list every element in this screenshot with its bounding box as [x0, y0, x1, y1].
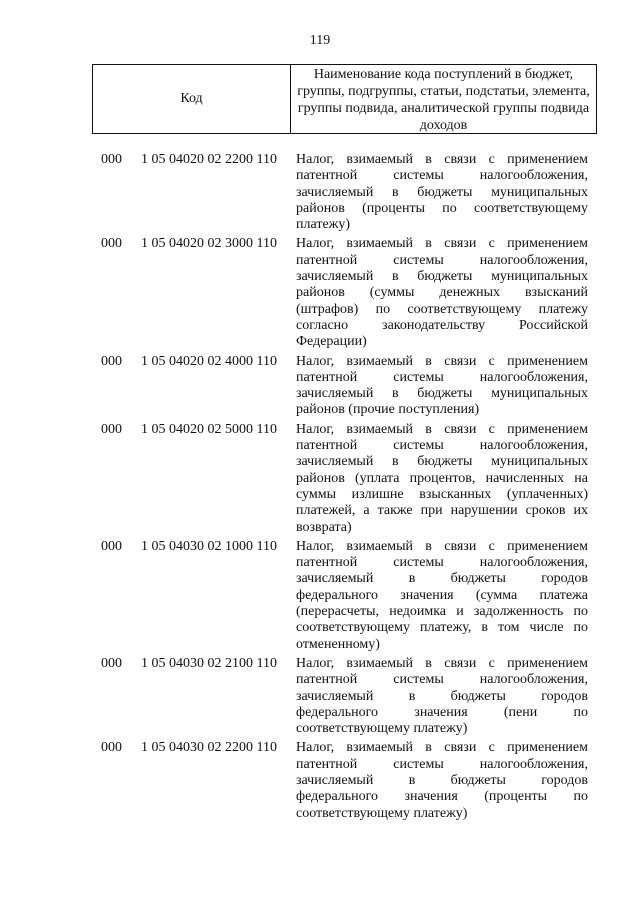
description-line: районов (уплата процентов, начисленных на	[296, 470, 588, 486]
row-prefix: 000	[101, 152, 122, 167]
revenue-code-list	[0, 152, 640, 822]
description-line: патентной системы налогообложения,	[296, 555, 588, 571]
description-line: патентной системы налогообложения,	[296, 252, 588, 268]
description-line: федерального значения (сумма платежа	[296, 587, 588, 603]
row-code: 1 05 04030 02 1000 110	[141, 538, 277, 554]
table-row	[0, 422, 640, 536]
table-row	[0, 354, 640, 419]
header-name-cell: Наименование кода поступлений в бюджет, группы, подгруппы, статьи, подстатьи, элемента, группы подвида, аналитической группы подвида доходов	[297, 67, 590, 133]
description-line: Налог, взимаемый в связи с применением	[296, 655, 588, 671]
description-line: (штрафов) по соответствующему платежу	[296, 301, 588, 317]
description-line: патентной системы налогообложения,	[296, 756, 588, 772]
description-line: Федерации)	[296, 334, 367, 350]
row-description	[296, 740, 588, 821]
row-description	[296, 236, 588, 350]
description-line: районов (прочие поступления)	[296, 402, 480, 418]
description-line: соответствующему платежу)	[296, 721, 468, 737]
table-row	[0, 539, 640, 653]
table-row	[0, 656, 640, 737]
description-line: суммы излишне взысканных (уплаченных)	[296, 486, 588, 502]
row-prefix: 000	[101, 538, 122, 554]
description-line: зачисляемый в бюджеты муниципальных	[296, 184, 588, 200]
table-row	[0, 152, 640, 233]
description-line: соответствующему платежу, в том числе по	[296, 620, 588, 636]
description-line: Налог, взимаемый в связи с применением	[296, 152, 588, 167]
row-description	[296, 152, 588, 233]
description-line: платежей, а также при нарушении сроков их	[296, 503, 588, 519]
description-line: Налог, взимаемый в связи с применением	[296, 538, 588, 554]
description-line: соответствующему платежу)	[296, 805, 468, 821]
row-code: 1 05 04020 02 5000 110	[141, 421, 277, 437]
row-description	[296, 354, 588, 419]
description-line: районов (проценты по соответствующему	[296, 200, 588, 216]
description-line: Налог, взимаемый в связи с применением	[296, 421, 588, 437]
row-prefix: 000	[101, 421, 122, 437]
description-line: зачисляемый в бюджеты городов	[296, 571, 588, 587]
description-line: патентной системы налогообложения,	[296, 168, 588, 184]
row-description	[296, 422, 588, 536]
row-description	[296, 539, 588, 653]
description-line: патентной системы налогообложения,	[296, 672, 588, 688]
row-code: 1 05 04020 02 2200 110	[141, 152, 277, 167]
description-line: платежу)	[296, 217, 350, 233]
table-row	[0, 236, 640, 350]
row-prefix: 000	[101, 740, 122, 756]
row-code: 1 05 04030 02 2200 110	[141, 740, 277, 756]
description-line: патентной системы налогообложения,	[296, 438, 588, 454]
row-prefix: 000	[101, 236, 122, 252]
description-line: патентной системы налогообложения,	[296, 369, 588, 385]
description-line: зачисляемый в бюджеты муниципальных	[296, 269, 588, 285]
description-line: Налог, взимаемый в связи с применением	[296, 353, 588, 369]
description-line: федерального значения (пени по	[296, 704, 588, 720]
header-code-cell: Код	[93, 65, 291, 133]
description-line: возврата)	[296, 519, 352, 535]
description-line: зачисляемый в бюджеты муниципальных	[296, 386, 588, 402]
table-header	[92, 64, 597, 134]
row-code: 1 05 04020 02 4000 110	[141, 353, 277, 369]
row-code: 1 05 04030 02 2100 110	[141, 655, 277, 671]
description-line: отмененному)	[296, 636, 380, 652]
description-line: зачисляемый в бюджеты городов	[296, 688, 588, 704]
row-prefix: 000	[101, 353, 122, 369]
description-line: зачисляемый в бюджеты городов	[296, 772, 588, 788]
description-line: Налог, взимаемый в связи с применением	[296, 740, 588, 756]
description-line: районов (суммы денежных взысканий	[296, 285, 588, 301]
row-prefix: 000	[101, 655, 122, 671]
row-description	[296, 656, 588, 737]
row-code: 1 05 04020 02 3000 110	[141, 236, 277, 252]
description-line: зачисляемый в бюджеты муниципальных	[296, 454, 588, 470]
description-line: Налог, взимаемый в связи с применением	[296, 236, 588, 252]
description-line: федерального значения (проценты по	[296, 789, 588, 805]
page-number: 119	[309, 33, 331, 48]
description-line: (перерасчеты, недоимка и задолженность по	[296, 604, 588, 620]
table-row	[0, 740, 640, 821]
description-line: согласно законодательству Российской	[296, 317, 588, 333]
